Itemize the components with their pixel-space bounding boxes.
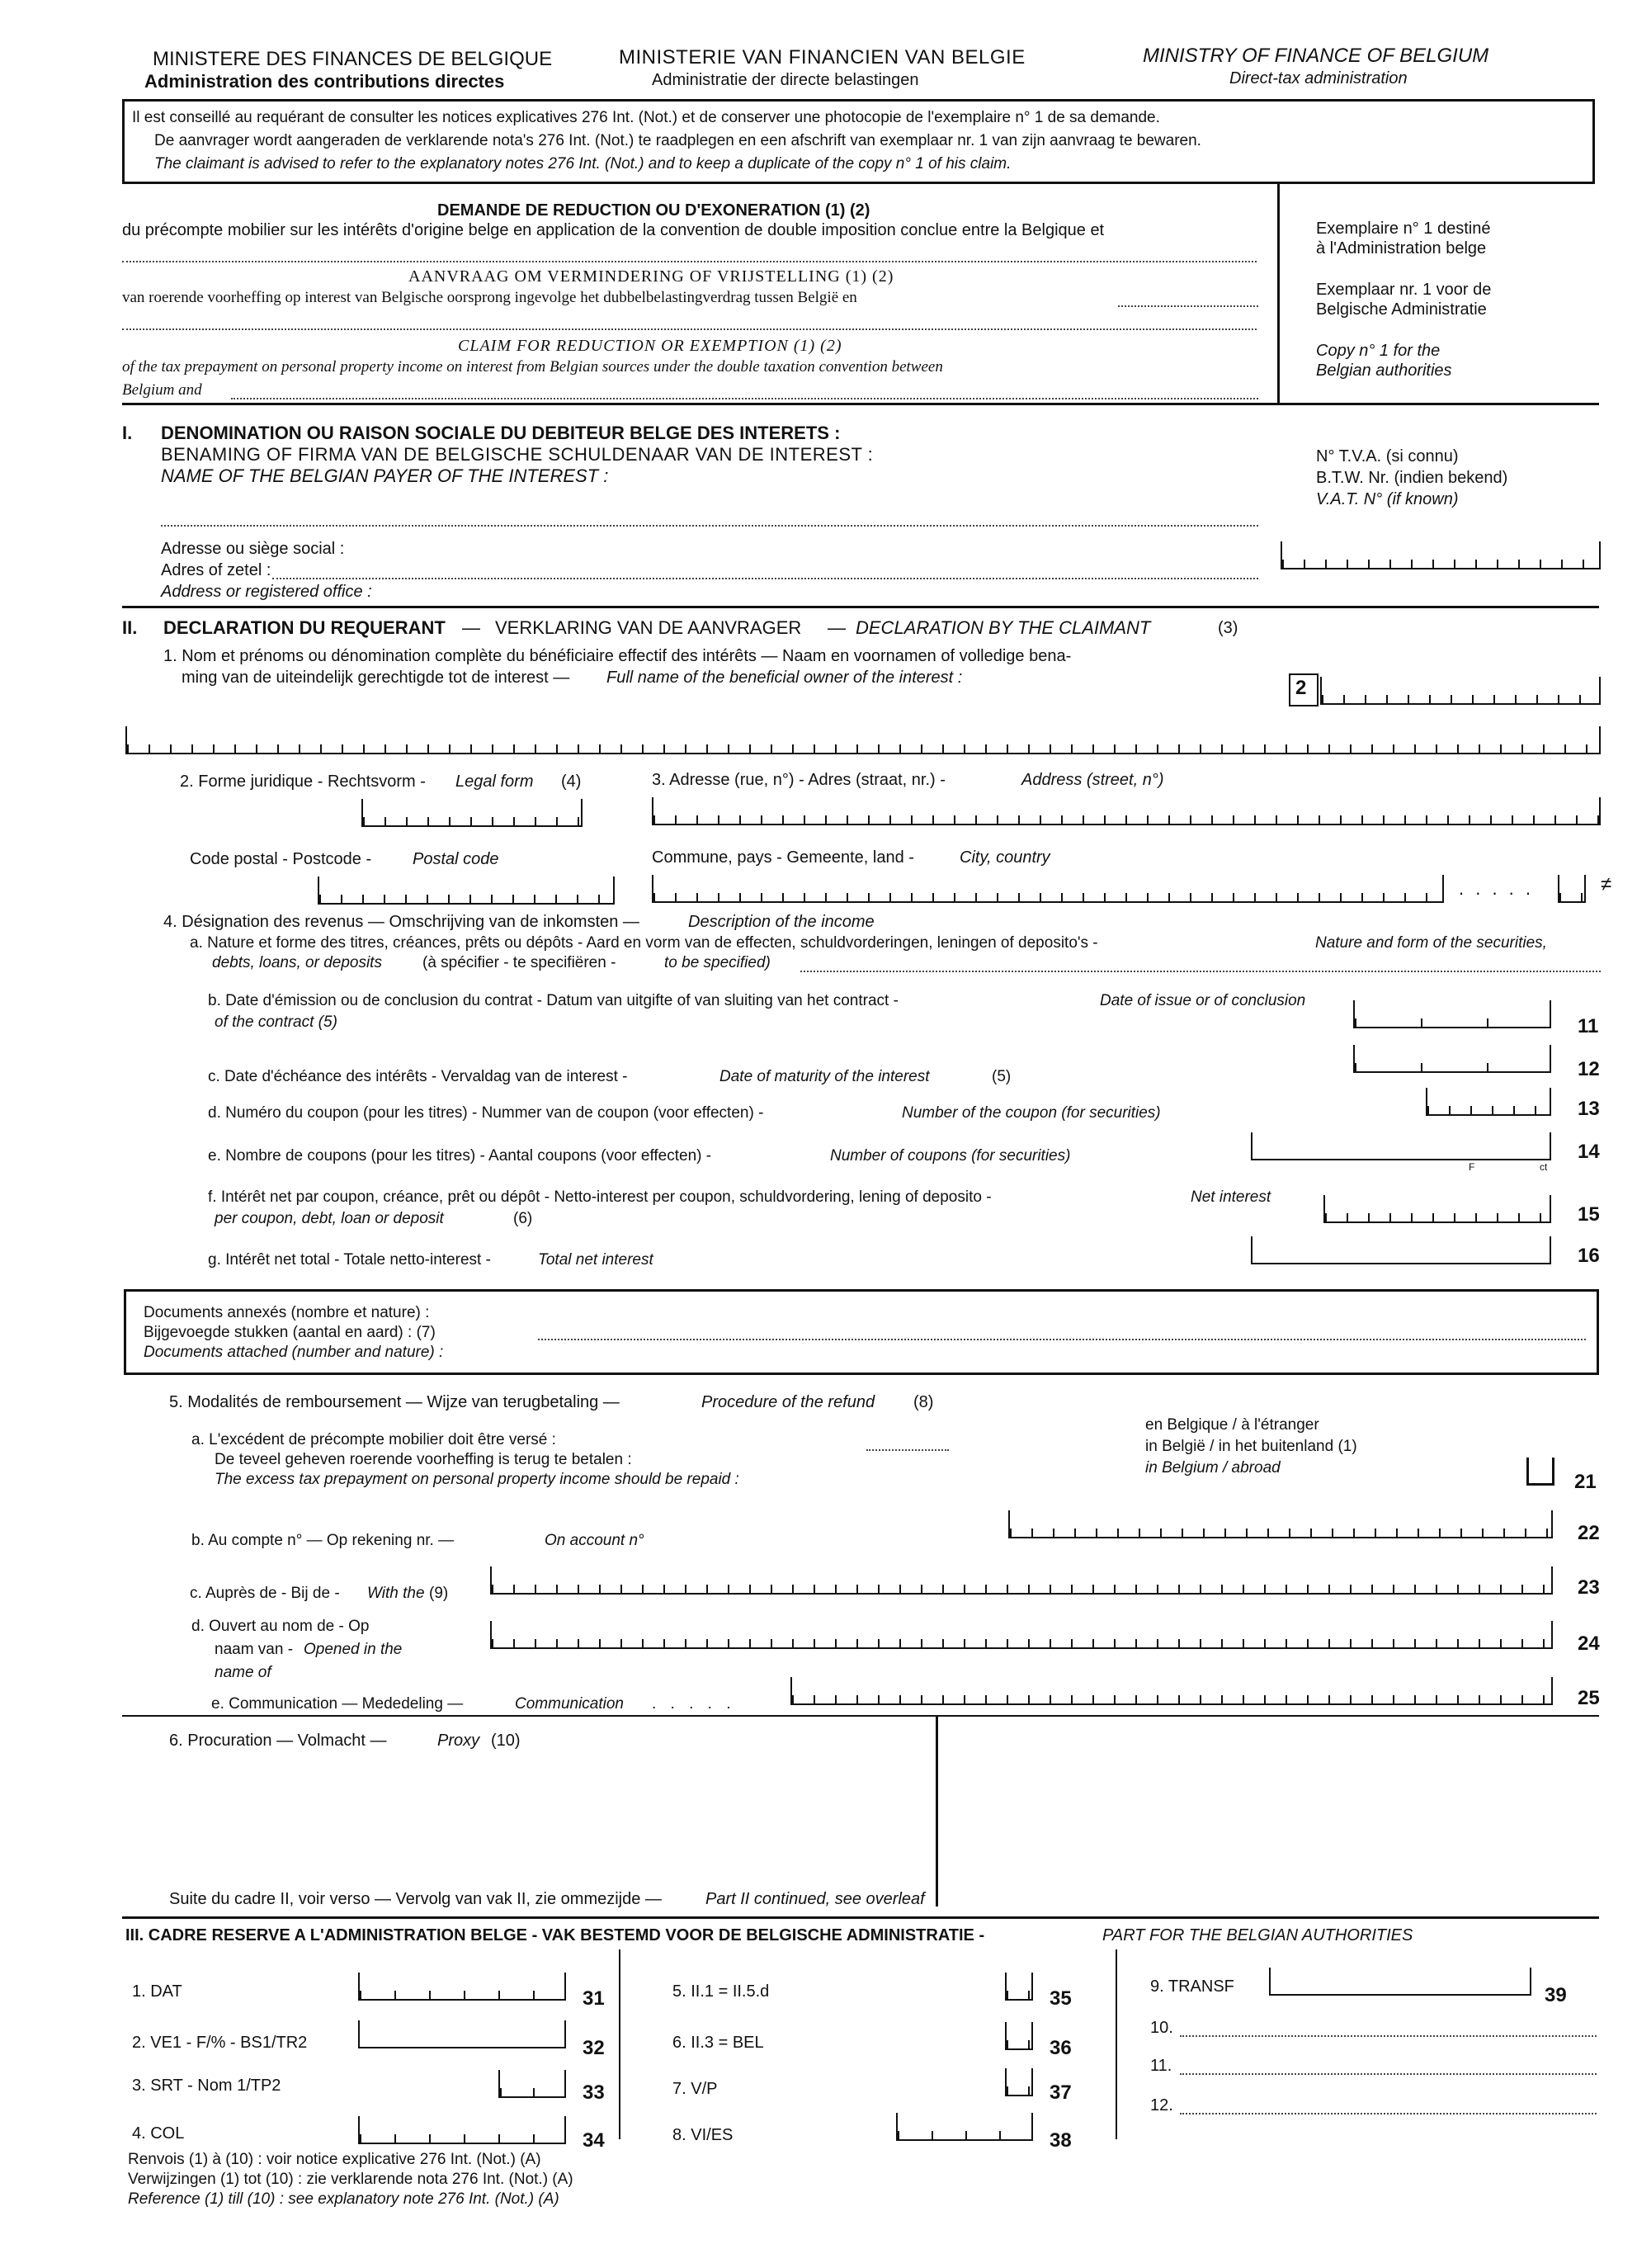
q5c-label: c. Auprès de - Bij de - — [190, 1585, 340, 1602]
code-22: 22 — [1578, 1522, 1600, 1544]
postcode-field[interactable] — [318, 876, 615, 905]
q6-ref: (10) — [491, 1732, 521, 1750]
code-33: 33 — [583, 2081, 605, 2104]
code-34: 34 — [583, 2129, 605, 2152]
vat-en: V.A.T. N° (if known) — [1316, 490, 1459, 508]
q2-label: 2. Forme juridique - Rechtsvorm - — [180, 773, 426, 791]
vat-nl: B.T.W. Nr. (indien bekend) — [1316, 469, 1508, 487]
q4g-label: g. Intérêt net total - Totale netto-interest - — [208, 1251, 491, 1269]
code-14: 14 — [1578, 1141, 1600, 1163]
q5a-nl: De teveel geheven roerende voorheffing is terug te betalen : — [215, 1451, 632, 1468]
coupon-number-field[interactable] — [1426, 1088, 1551, 1116]
claim-nl-country-line-2[interactable] — [122, 328, 1257, 330]
header-fr-ministry: MINISTERE DES FINANCES DE BELGIQUE — [153, 48, 553, 70]
q5a-opt-nl: in België / in het buitenland (1) — [1145, 1438, 1357, 1455]
q5a-en: The excess tax prepayment on personal property income should be repaid : — [215, 1471, 739, 1488]
payer-address-line[interactable] — [272, 578, 1258, 579]
addr-fr: Adresse ou siège social : — [161, 540, 345, 558]
refund-location-field[interactable] — [1526, 1458, 1554, 1486]
q4a-label-2en: debts, loans, or deposits — [212, 954, 382, 971]
admin-field-4-label: 4. COL — [132, 2124, 185, 2143]
admin-field-2[interactable] — [358, 2020, 566, 2048]
code-35: 35 — [1050, 1987, 1072, 2010]
code-12: 12 — [1578, 1058, 1600, 1080]
issue-date-field[interactable] — [1353, 1000, 1551, 1028]
documents-en: Documents attached (number and nature) : — [144, 1344, 444, 1361]
q2-label-en: Legal form — [455, 773, 534, 791]
postcode-label-en: Postal code — [413, 850, 499, 868]
header-nl-ministry: MINISTERIE VAN FINANCIEN VAN BELGIE — [619, 46, 1026, 69]
section1-fr: DENOMINATION OU RAISON SOCIALE DU DEBITEUR BELGE DES INTERETS : — [161, 423, 841, 443]
q4e-ct: ct — [1540, 1161, 1548, 1173]
q1-line1: 1. Nom et prénoms ou dénomination complète du bénéficiaire effectif des intérêts — Naam en voornamen of volledige bena- — [163, 647, 1072, 665]
q4g-label-en: Total net interest — [538, 1251, 653, 1269]
net-interest-per-coupon-field[interactable] — [1323, 1195, 1551, 1223]
header-fr-admin: Administration des contributions directes — [144, 71, 505, 92]
claim-nl-country-line[interactable] — [1118, 305, 1258, 307]
documents-fr: Documents annexés (nombre et nature) : — [144, 1304, 430, 1321]
vat-fr: N° T.V.A. (si connu) — [1316, 447, 1459, 465]
maturity-date-field[interactable] — [1353, 1045, 1551, 1073]
admin-field-1[interactable] — [358, 1973, 566, 2001]
q6-label: 6. Procuration — Volmacht — — [169, 1732, 387, 1750]
account-number-field[interactable] — [1008, 1510, 1553, 1538]
communication-field[interactable] — [790, 1677, 1553, 1705]
continued-label-en: Part II continued, see overleaf — [705, 1890, 925, 1908]
section1-nl: BENAMING OF FIRMA VAN DE BELGISCHE SCHULDENAAR VAN DE INTEREST : — [161, 444, 874, 465]
q5-label-en: Procedure of the refund — [701, 1393, 875, 1411]
admin-field-8-label: 8. VI/ES — [672, 2126, 734, 2144]
code-37: 37 — [1050, 2081, 1072, 2104]
address-street-field[interactable] — [652, 797, 1601, 825]
section2-title-fr: DECLARATION DU REQUERANT — [163, 617, 446, 638]
claim-en-text: of the tax prepayment on personal property income on interest from Belgian sources under the double taxation convention between — [122, 358, 943, 376]
q4b-label-en: Date of issue or of conclusion — [1100, 992, 1306, 1009]
q5e-label-en: Communication — [515, 1695, 624, 1713]
admin-field-4[interactable] — [358, 2116, 566, 2144]
admin-field-11-label: 11. — [1150, 2057, 1172, 2075]
q3-label-en: Address (street, n°) — [1021, 771, 1164, 789]
q4e-label-en: Number of coupons (for securities) — [830, 1147, 1071, 1165]
code-13: 13 — [1578, 1098, 1600, 1120]
q4f-label: f. Intérêt net par coupon, créance, prêt ou dépôt - Netto-interest per coupon, schuldvordering, lening of deposito - — [208, 1188, 992, 1206]
q5d-label-1: d. Ouvert au nom de - Op — [191, 1618, 370, 1635]
q5c-ref: (9) — [429, 1585, 449, 1602]
section3-title-en: PART FOR THE BELGIAN AUTHORITIES — [1102, 1926, 1413, 1944]
payer-name-line[interactable] — [161, 525, 1258, 527]
admin-field-11[interactable] — [1180, 2073, 1597, 2075]
legal-form-field[interactable] — [361, 799, 583, 827]
addr-nl: Adres of zetel : — [161, 561, 271, 579]
section2-dash1: — — [462, 617, 480, 638]
q4-label: 4. Désignation des revenus — Omschrijving van de inkomsten — — [163, 913, 639, 931]
admin-field-6-label: 6. II.3 = BEL — [672, 2034, 764, 2052]
q6-label-en: Proxy — [437, 1732, 480, 1750]
admin-field-12[interactable] — [1180, 2113, 1597, 2114]
code-36: 36 — [1050, 2037, 1072, 2059]
city-label: Commune, pays - Gemeente, land - — [652, 848, 914, 867]
section2-title-ref: (3) — [1218, 619, 1238, 637]
q1-code: 2 — [1295, 677, 1307, 699]
notice-nl: De aanvrager wordt aangeraden de verklarende nota's 276 Int. (Not.) te raadplegen en een afschrift van exemplaar nr. 1 van zijn aanvraag te bewaren. — [154, 132, 1201, 149]
notice-en: The claimant is advised to refer to the explanatory notes 276 Int. (Not.) and to keep a duplicate of the copy n° 1 of his claim. — [154, 155, 1012, 172]
q4e-label: e. Nombre de coupons (pour les titres) - Aantal coupons (voor effecten) - — [208, 1147, 712, 1165]
section3-title: III. CADRE RESERVE A L'ADMINISTRATION BELGE - VAK BESTEMD VOOR DE BELGISCHE ADMINISTRATIE - — [125, 1926, 985, 1944]
city-label-en: City, country — [960, 848, 1050, 867]
code-24: 24 — [1578, 1632, 1600, 1655]
code-21: 21 — [1574, 1471, 1597, 1493]
copy-en-2: Belgian authorities — [1316, 361, 1452, 380]
admin-field-7[interactable] — [1005, 2068, 1033, 2096]
q5c-label-en: With the — [367, 1585, 425, 1602]
code-16: 16 — [1578, 1245, 1600, 1267]
code-39: 39 — [1545, 1984, 1567, 2006]
q5a-fr: a. L'excédent de précompte mobilier doit être versé : — [191, 1431, 556, 1448]
q4f-label-2: per coupon, debt, loan or deposit — [215, 1210, 444, 1227]
q5-ref: (8) — [913, 1393, 934, 1411]
notice-fr: Il est conseillé au requérant de consulter les notices explicatives 276 Int. (Not.) et de conserver une photocopie de l'exemplaire n° 1 de sa demande. — [132, 109, 1160, 126]
q4a-label-en: Nature and form of the securities, — [1315, 934, 1547, 952]
admin-field-3-label: 3. SRT - Nom 1/TP2 — [132, 2077, 281, 2095]
admin-field-1-label: 1. DAT — [132, 1982, 182, 2001]
refund-bottom-rule — [122, 1715, 1599, 1717]
q4c-ref: (5) — [992, 1068, 1012, 1085]
claim-bottom-rule — [122, 403, 1599, 405]
admin-field-6[interactable] — [1005, 2022, 1033, 2050]
vat-number-field[interactable] — [1281, 541, 1601, 569]
section1-num: I. — [122, 423, 133, 443]
q4e-f: F — [1469, 1161, 1475, 1173]
q4d-label: d. Numéro du coupon (pour les titres) - Nummer van de coupon (voor effecten) - — [208, 1104, 764, 1122]
q4a-label-2: (à spécifier - te specifiëren - — [422, 954, 616, 971]
section1-bottom-rule — [122, 606, 1599, 608]
footer-en: Reference (1) till (10) : see explanatory note 276 Int. (Not.) (A) — [128, 2190, 559, 2208]
q5a-opt-en: in Belgium / abroad — [1145, 1459, 1281, 1477]
beneficiary-name-field-1[interactable] — [1320, 677, 1601, 705]
coupon-count-field[interactable] — [1251, 1132, 1551, 1160]
claim-fr-text: du précompte mobilier sur les intérêts d'origine belge en application de la convention de double imposition conclue entre la Belgique et — [122, 221, 1105, 239]
admin-field-10[interactable] — [1180, 2035, 1597, 2037]
code-38: 38 — [1050, 2129, 1072, 2152]
q4-label-en: Description of the income — [688, 913, 875, 931]
admin-field-10-label: 10. — [1150, 2019, 1173, 2037]
q4c-label-en: Date of maturity of the interest — [719, 1068, 930, 1085]
q4b-label: b. Date d'émission ou de conclusion du contrat - Datum van uitgifte of van sluiting van het contract - — [208, 992, 899, 1009]
section2-dash2: — — [828, 617, 846, 638]
admin-field-3[interactable] — [498, 2070, 566, 2098]
admin-field-9[interactable] — [1269, 1968, 1531, 1996]
code-11: 11 — [1578, 1015, 1599, 1037]
proxy-divider — [936, 1717, 938, 1907]
continued-label: Suite du cadre II, voir verso — Vervolg van vak II, zie ommezijde — — [169, 1890, 662, 1908]
admin-field-5-label: 5. II.1 = II.5.d — [672, 1982, 770, 2001]
q4a-field[interactable] — [800, 971, 1601, 972]
postcode-label: Code postal - Postcode - — [190, 850, 372, 868]
claim-nl-text: van roerende voorheffing op interest van Belgische oorsprong ingevolge het dubbelbelastingverdrag tussen België en — [122, 289, 857, 306]
beneficiary-name-field-2[interactable] — [125, 726, 1601, 754]
footer-fr: Renvois (1) à (10) : voir notice explicative 276 Int. (Not.) (A) — [128, 2151, 541, 2168]
documents-nl: Bijgevoegde stukken (aantal en aard) : (7) — [144, 1324, 436, 1341]
claim-divider — [1277, 183, 1280, 404]
q4a-label: a. Nature et forme des titres, créances, prêts ou dépôts - Aard en vorm van de effecten, schuldvorderingen, leningen of deposito's - — [190, 934, 1098, 952]
q1-line2-nl: ming van de uiteindelijk gerechtigde tot de interest — — [182, 669, 570, 687]
admin-field-2-label: 2. VE1 - F/% - BS1/TR2 — [132, 2034, 308, 2052]
claim-en-title: CLAIM FOR REDUCTION OR EXEMPTION (1) (2) — [458, 337, 842, 355]
q4a-label-2b: to be specified) — [664, 954, 771, 971]
code-23: 23 — [1578, 1576, 1600, 1599]
documents-field[interactable] — [538, 1339, 1586, 1340]
header-en-ministry: MINISTRY OF FINANCE OF BELGIUM — [1143, 45, 1489, 67]
city-country-field[interactable] — [652, 875, 1444, 903]
not-equal-mark: ≠ — [1601, 873, 1612, 895]
q5a-dots — [866, 1449, 949, 1451]
q1-line2-en: Full name of the beneficial owner of the interest : — [606, 669, 963, 687]
header-en-admin: Direct-tax administration — [1229, 69, 1408, 87]
code-15: 15 — [1578, 1203, 1600, 1226]
q4f-ref: (6) — [513, 1210, 533, 1227]
city-dots: . . . . . — [1459, 878, 1535, 899]
q4f-label-en: Net interest — [1191, 1188, 1271, 1206]
code-25: 25 — [1578, 1687, 1600, 1709]
bank-name-field[interactable] — [490, 1566, 1553, 1595]
claim-nl-title: AANVRAAG OM VERMINDERING OF VRIJSTELLING (1) (2) — [408, 267, 894, 286]
q4d-label-en: Number of the coupon (for securities) — [902, 1104, 1161, 1122]
claim-en-country-line[interactable] — [231, 398, 1258, 399]
admin-field-8[interactable] — [896, 2113, 1033, 2141]
code-32: 32 — [583, 2037, 605, 2059]
q5-label: 5. Modalités de remboursement — Wijze van terugbetaling — — [169, 1393, 620, 1411]
claim-en-text-2: Belgium and — [122, 381, 202, 399]
claim-fr-title: DEMANDE DE REDUCTION OU D'EXONERATION (1) (2) — [437, 201, 870, 220]
total-net-interest-field[interactable] — [1251, 1236, 1551, 1264]
section3-top-rule — [122, 1916, 1599, 1919]
admin-field-9-label: 9. TRANSF — [1150, 1977, 1234, 1996]
q5b-label-en: On account n° — [545, 1532, 644, 1549]
q5e-dots: . . . . . — [652, 1695, 736, 1713]
copy-nl-2: Belgische Administratie — [1316, 300, 1487, 319]
q5d-label-2en: Opened in the — [304, 1641, 403, 1658]
section2-num: II. — [122, 617, 138, 638]
q5a-opt-fr: en Belgique / à l'étranger — [1145, 1416, 1319, 1434]
section2-title-nl: VERKLARING VAN DE AANVRAGER — [495, 617, 802, 638]
q2-ref: (4) — [561, 773, 582, 791]
section2-title-en: DECLARATION BY THE CLAIMANT — [856, 617, 1151, 638]
footer-nl: Verwijzingen (1) tot (10) : zie verklarende nota 276 Int. (Not.) (A) — [128, 2171, 573, 2188]
code-31: 31 — [583, 1987, 605, 2010]
copy-nl-1: Exemplaar nr. 1 voor de — [1316, 281, 1492, 299]
q4b-label-2: of the contract (5) — [215, 1014, 337, 1031]
admin-field-5[interactable] — [1005, 1973, 1033, 2001]
admin-field-12-label: 12. — [1150, 2096, 1173, 2114]
account-holder-field[interactable] — [490, 1621, 1553, 1649]
copy-en-1: Copy n° 1 for the — [1316, 342, 1441, 360]
q4c-label: c. Date d'échéance des intérêts - Vervaldag van de interest - — [208, 1068, 628, 1085]
section3-divider-2 — [1116, 1949, 1117, 2139]
q3-label: 3. Adresse (rue, n°) - Adres (straat, nr.) - — [652, 771, 946, 789]
claim-fr-country-line[interactable] — [122, 261, 1257, 262]
admin-field-7-label: 7. V/P — [672, 2080, 718, 2098]
section3-divider-1 — [619, 1949, 620, 2139]
header-nl-admin: Administratie der directe belastingen — [652, 71, 919, 89]
addr-en: Address or registered office : — [161, 583, 372, 601]
section1-en: NAME OF THE BELGIAN PAYER OF THE INTEREST : — [161, 465, 609, 486]
copy-fr-1: Exemplaire n° 1 destiné — [1316, 220, 1491, 238]
copy-fr-2: à l'Administration belge — [1316, 239, 1487, 258]
q5e-label: e. Communication — Mededeling — — [211, 1695, 464, 1713]
country-code-field[interactable] — [1558, 875, 1586, 903]
q5d-label-2: naam van - — [215, 1641, 294, 1658]
q5b-label: b. Au compte n° — Op rekening nr. — — [191, 1532, 455, 1549]
q5d-label-3: name of — [215, 1664, 271, 1681]
